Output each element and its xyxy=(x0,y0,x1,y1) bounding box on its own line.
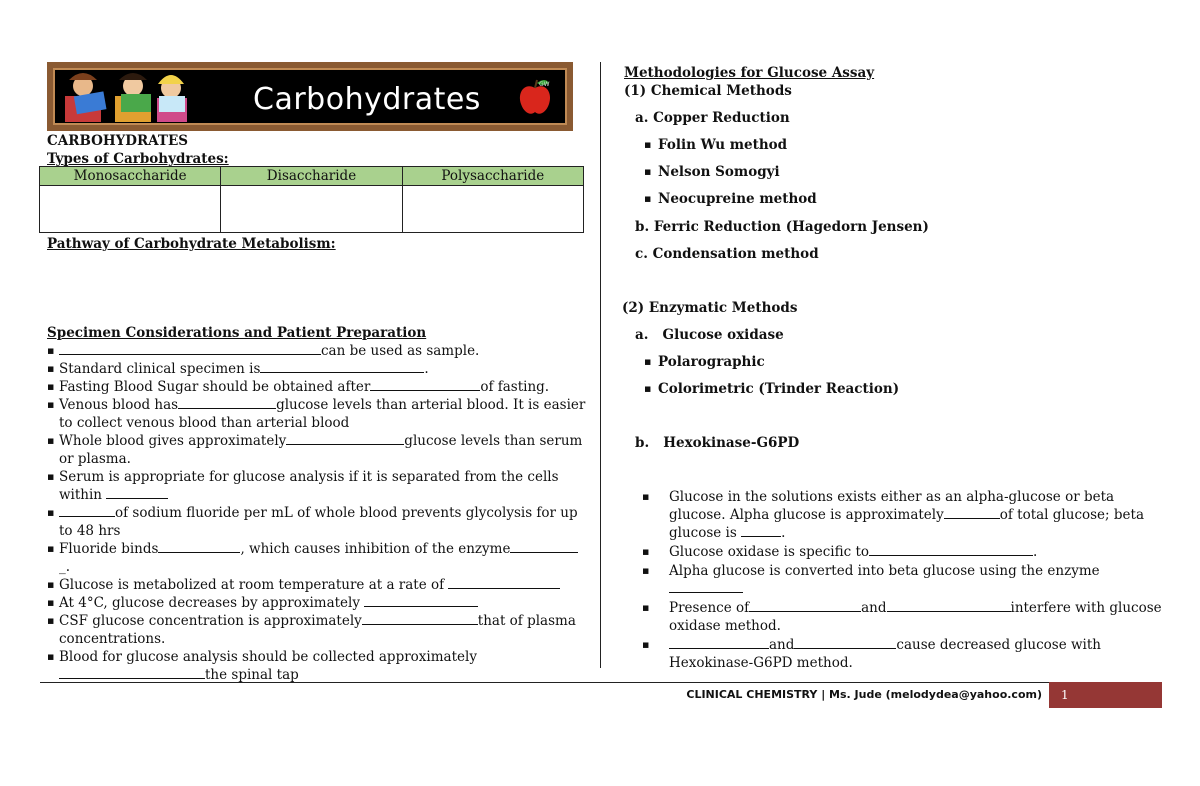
carbohydrate-types-table xyxy=(39,166,584,233)
list-item: ▪ Serum is appropriate for glucose analysis if it is separated from the cells within xyxy=(47,468,587,504)
list-item: ▪ and cause decreased glucose with Hexokinase-G6PD method. xyxy=(642,636,1162,672)
list-item: ▪ Whole blood gives approximately glucose levels than serum or plasma. xyxy=(47,432,587,468)
fill-blank xyxy=(59,666,205,679)
page-number: 1 xyxy=(1061,688,1069,702)
list-item: ▪ Fasting Blood Sugar should be obtained after of fasting. xyxy=(47,378,587,396)
table-header-monosaccharide: Monosaccharide xyxy=(40,167,221,186)
list-item: ▪ Glucose is metabolized at room temperature at a rate of xyxy=(47,576,587,594)
fill-blank xyxy=(741,524,781,537)
condensation-label: c. Condensation method xyxy=(635,246,819,262)
list-item: ▪ Alpha glucose is converted into beta glucose using the enzyme xyxy=(642,562,1162,598)
specimen-heading: Specimen Considerations and Patient Preparation xyxy=(47,325,427,341)
list-item: ▪ Glucose in the solutions exists either as an alpha-glucose or beta glucose. Alpha glucose is approximately of total glucose; beta glucose is . xyxy=(642,488,1162,542)
page-number-box xyxy=(1049,682,1162,708)
fill-blank xyxy=(749,599,861,612)
list-item: ▪ Neocupreine method xyxy=(644,190,944,208)
main-heading: CARBOHYDRATES xyxy=(47,133,188,149)
table-cell-disaccharide xyxy=(221,186,402,233)
title-banner xyxy=(47,62,573,131)
fill-blank xyxy=(59,504,115,517)
fill-blank xyxy=(106,486,168,499)
footer-text: CLINICAL CHEMISTRY | Ms. Jude (melodydea@yahoo.com) xyxy=(686,688,1042,701)
copper-reduction-label: a. Copper Reduction xyxy=(635,110,790,126)
fill-blank xyxy=(158,540,240,553)
specimen-list xyxy=(47,342,587,684)
fill-blank xyxy=(510,540,578,553)
fill-blank xyxy=(944,506,1000,519)
table-cell-polysaccharide xyxy=(402,186,583,233)
list-item: ▪ Nelson Somogyi xyxy=(644,163,944,181)
list-item: ▪ Glucose oxidase is specific to . xyxy=(642,543,1162,561)
table-header-disaccharide: Disaccharide xyxy=(221,167,402,186)
fill-blank xyxy=(260,360,424,373)
list-item: ▪ At 4°C, glucose decreases by approximately xyxy=(47,594,587,612)
fill-blank xyxy=(178,396,276,409)
apple-label: GW xyxy=(539,81,550,88)
fill-blank xyxy=(669,636,769,649)
oxidase-methods-list xyxy=(644,353,944,398)
pathway-heading: Pathway of Carbohydrate Metabolism: xyxy=(47,236,336,252)
table-header-polysaccharide: Polysaccharide xyxy=(402,167,583,186)
glucose-notes-list xyxy=(642,488,1162,672)
fill-blank xyxy=(887,599,1011,612)
list-item: ▪ Polarographic xyxy=(644,353,944,371)
enzymatic-methods-heading: (2) Enzymatic Methods xyxy=(622,300,798,316)
list-item: ▪ Standard clinical specimen is . xyxy=(47,360,587,378)
list-item: ▪ of sodium fluoride per mL of whole blood prevents glycolysis for up to 48 hrs xyxy=(47,504,587,540)
types-heading: Types of Carbohydrates: xyxy=(47,151,229,167)
fill-blank xyxy=(59,342,321,355)
fill-blank xyxy=(869,543,1033,556)
hexokinase-label: b. Hexokinase-G6PD xyxy=(635,435,800,451)
fill-blank xyxy=(364,594,478,607)
list-item: ▪ Blood for glucose analysis should be collected approximately the spinal tap xyxy=(47,648,587,684)
list-item: ▪ Folin Wu method xyxy=(644,136,944,154)
table-cell-monosaccharide xyxy=(40,186,221,233)
fill-blank xyxy=(669,580,743,593)
fill-blank xyxy=(286,432,404,445)
fill-blank xyxy=(370,378,480,391)
list-item: ▪ Presence of and interfere with glucose oxidase method. xyxy=(642,599,1162,635)
list-item: ▪ Venous blood has glucose levels than arterial blood. It is easier to collect venous blood than arterial blood xyxy=(47,396,587,432)
list-item: ▪ CSF glucose concentration is approximately that of plasma concentrations. xyxy=(47,612,587,648)
fill-blank xyxy=(362,612,478,625)
apple-icon xyxy=(517,78,553,116)
list-item: ▪ can be used as sample. xyxy=(47,342,587,360)
glucose-oxidase-label: a. Glucose oxidase xyxy=(635,327,784,343)
banner-title: Carbohydrates xyxy=(253,82,481,117)
copper-methods-list xyxy=(644,136,944,208)
column-divider xyxy=(600,62,601,668)
chemical-methods-heading: (1) Chemical Methods xyxy=(624,83,792,99)
list-item: ▪ Colorimetric (Trinder Reaction) xyxy=(644,380,944,398)
reading-kids-clipart-icon xyxy=(59,72,189,130)
fill-blank xyxy=(794,636,896,649)
methodologies-heading: Methodologies for Glucose Assay xyxy=(624,65,875,81)
footer-rule xyxy=(40,682,1162,683)
fill-blank xyxy=(448,576,560,589)
list-item: ▪ Fluoride binds , which causes inhibition of the enzyme_. xyxy=(47,540,587,576)
ferric-reduction-label: b. Ferric Reduction (Hagedorn Jensen) xyxy=(635,219,929,235)
